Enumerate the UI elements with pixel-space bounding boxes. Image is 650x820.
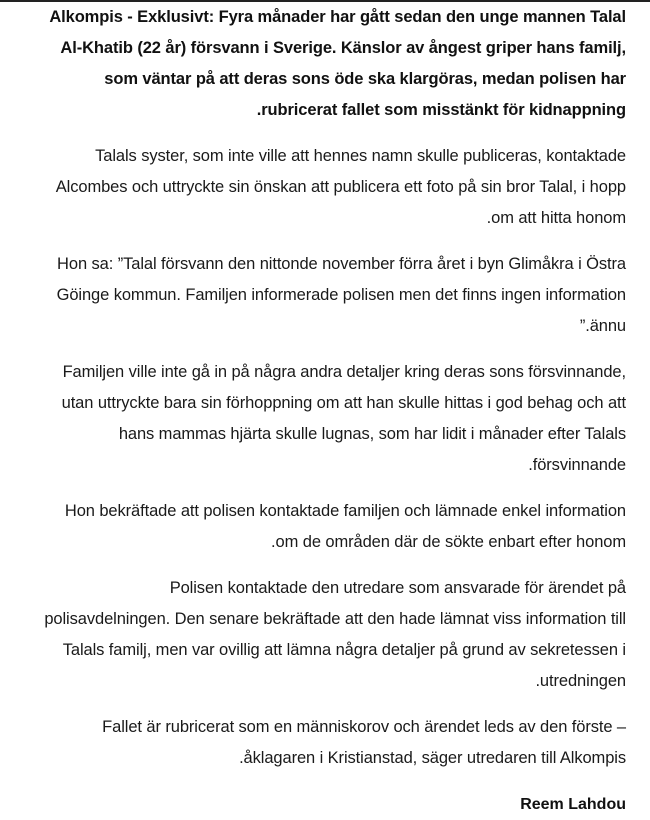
paragraph-6 (6, 712, 626, 774)
lead-line: som väntar på att deras sons öde ska klargöras, medan polisen har (104, 70, 626, 88)
text-line: .utredningen (535, 672, 626, 690)
paragraph-gap (6, 234, 626, 249)
paragraph-2 (6, 249, 626, 342)
paragraph-3 (6, 357, 626, 481)
text-line: hans mammas hjärta skulle lugnas, som har lidit i månader efter Talals (118, 425, 626, 443)
paragraph-5 (6, 573, 626, 697)
text-line: Hon bekräftade att polisen kontaktade familjen och lämnade enkel information (64, 502, 626, 520)
paragraph-gap (6, 342, 626, 357)
text-line: .om att hitta honom (486, 209, 626, 227)
text-line: Talals familj, men var ovillig att lämna några detaljer på grund av sekretessen i (62, 641, 626, 659)
text-line: utan uttryckte bara sin förhoppning om att han skulle hittas i god behag och att (61, 394, 626, 412)
text-line: .åklagaren i Kristianstad, säger utredaren till Alkompis (239, 749, 626, 767)
text-line: Hon sa: ”Talal försvann den nittonde november förra året i byn Glimåkra i Östra (57, 255, 626, 273)
lead-line: Alkompis - Exklusivt: Fyra månader har gått sedan den unge mannen Talal (49, 8, 626, 26)
text-line: Talals syster, som inte ville att hennes namn skulle publiceras, kontaktade (95, 147, 626, 165)
paragraph-gap (6, 558, 626, 573)
text-line: ”.ännu (579, 317, 626, 335)
paragraph-gap (6, 697, 626, 712)
text-line: Alcombes och uttryckte sin önskan att publicera ett foto på sin bror Talal, i hopp (55, 178, 626, 196)
lead-line: Al-Khatib (22 år) försvann i Sverige. Känslor av ångest griper hans familj, (60, 39, 626, 57)
text-line: .om de områden där de sökte enbart efter honom (271, 533, 626, 551)
text-line: polisavdelningen. Den senare bekräftade att den hade lämnat viss information till (44, 610, 626, 628)
article-body (6, 2, 626, 820)
lead-line: .rubricerat fallet som misstänkt för kidnappning (256, 101, 626, 119)
text-line: Fallet är rubricerat som en människorov och ärendet leds av den förste – (102, 718, 626, 736)
paragraph-gap (6, 774, 626, 789)
paragraph-1 (6, 141, 626, 234)
paragraph-gap (6, 126, 626, 141)
text-line: Polisen kontaktade den utredare som ansvarade för ärendet på (169, 579, 626, 597)
text-line: Familjen ville inte gå in på några andra detaljer kring deras sons försvinnande, (62, 363, 626, 381)
lead-paragraph (6, 2, 626, 126)
text-line: Göinge kommun. Familjen informerade polisen men det finns ingen information (56, 286, 626, 304)
paragraph-4 (6, 496, 626, 558)
author-byline: Reem Lahdou (520, 796, 626, 813)
text-line: .försvinnande (528, 456, 626, 474)
paragraph-gap (6, 481, 626, 496)
